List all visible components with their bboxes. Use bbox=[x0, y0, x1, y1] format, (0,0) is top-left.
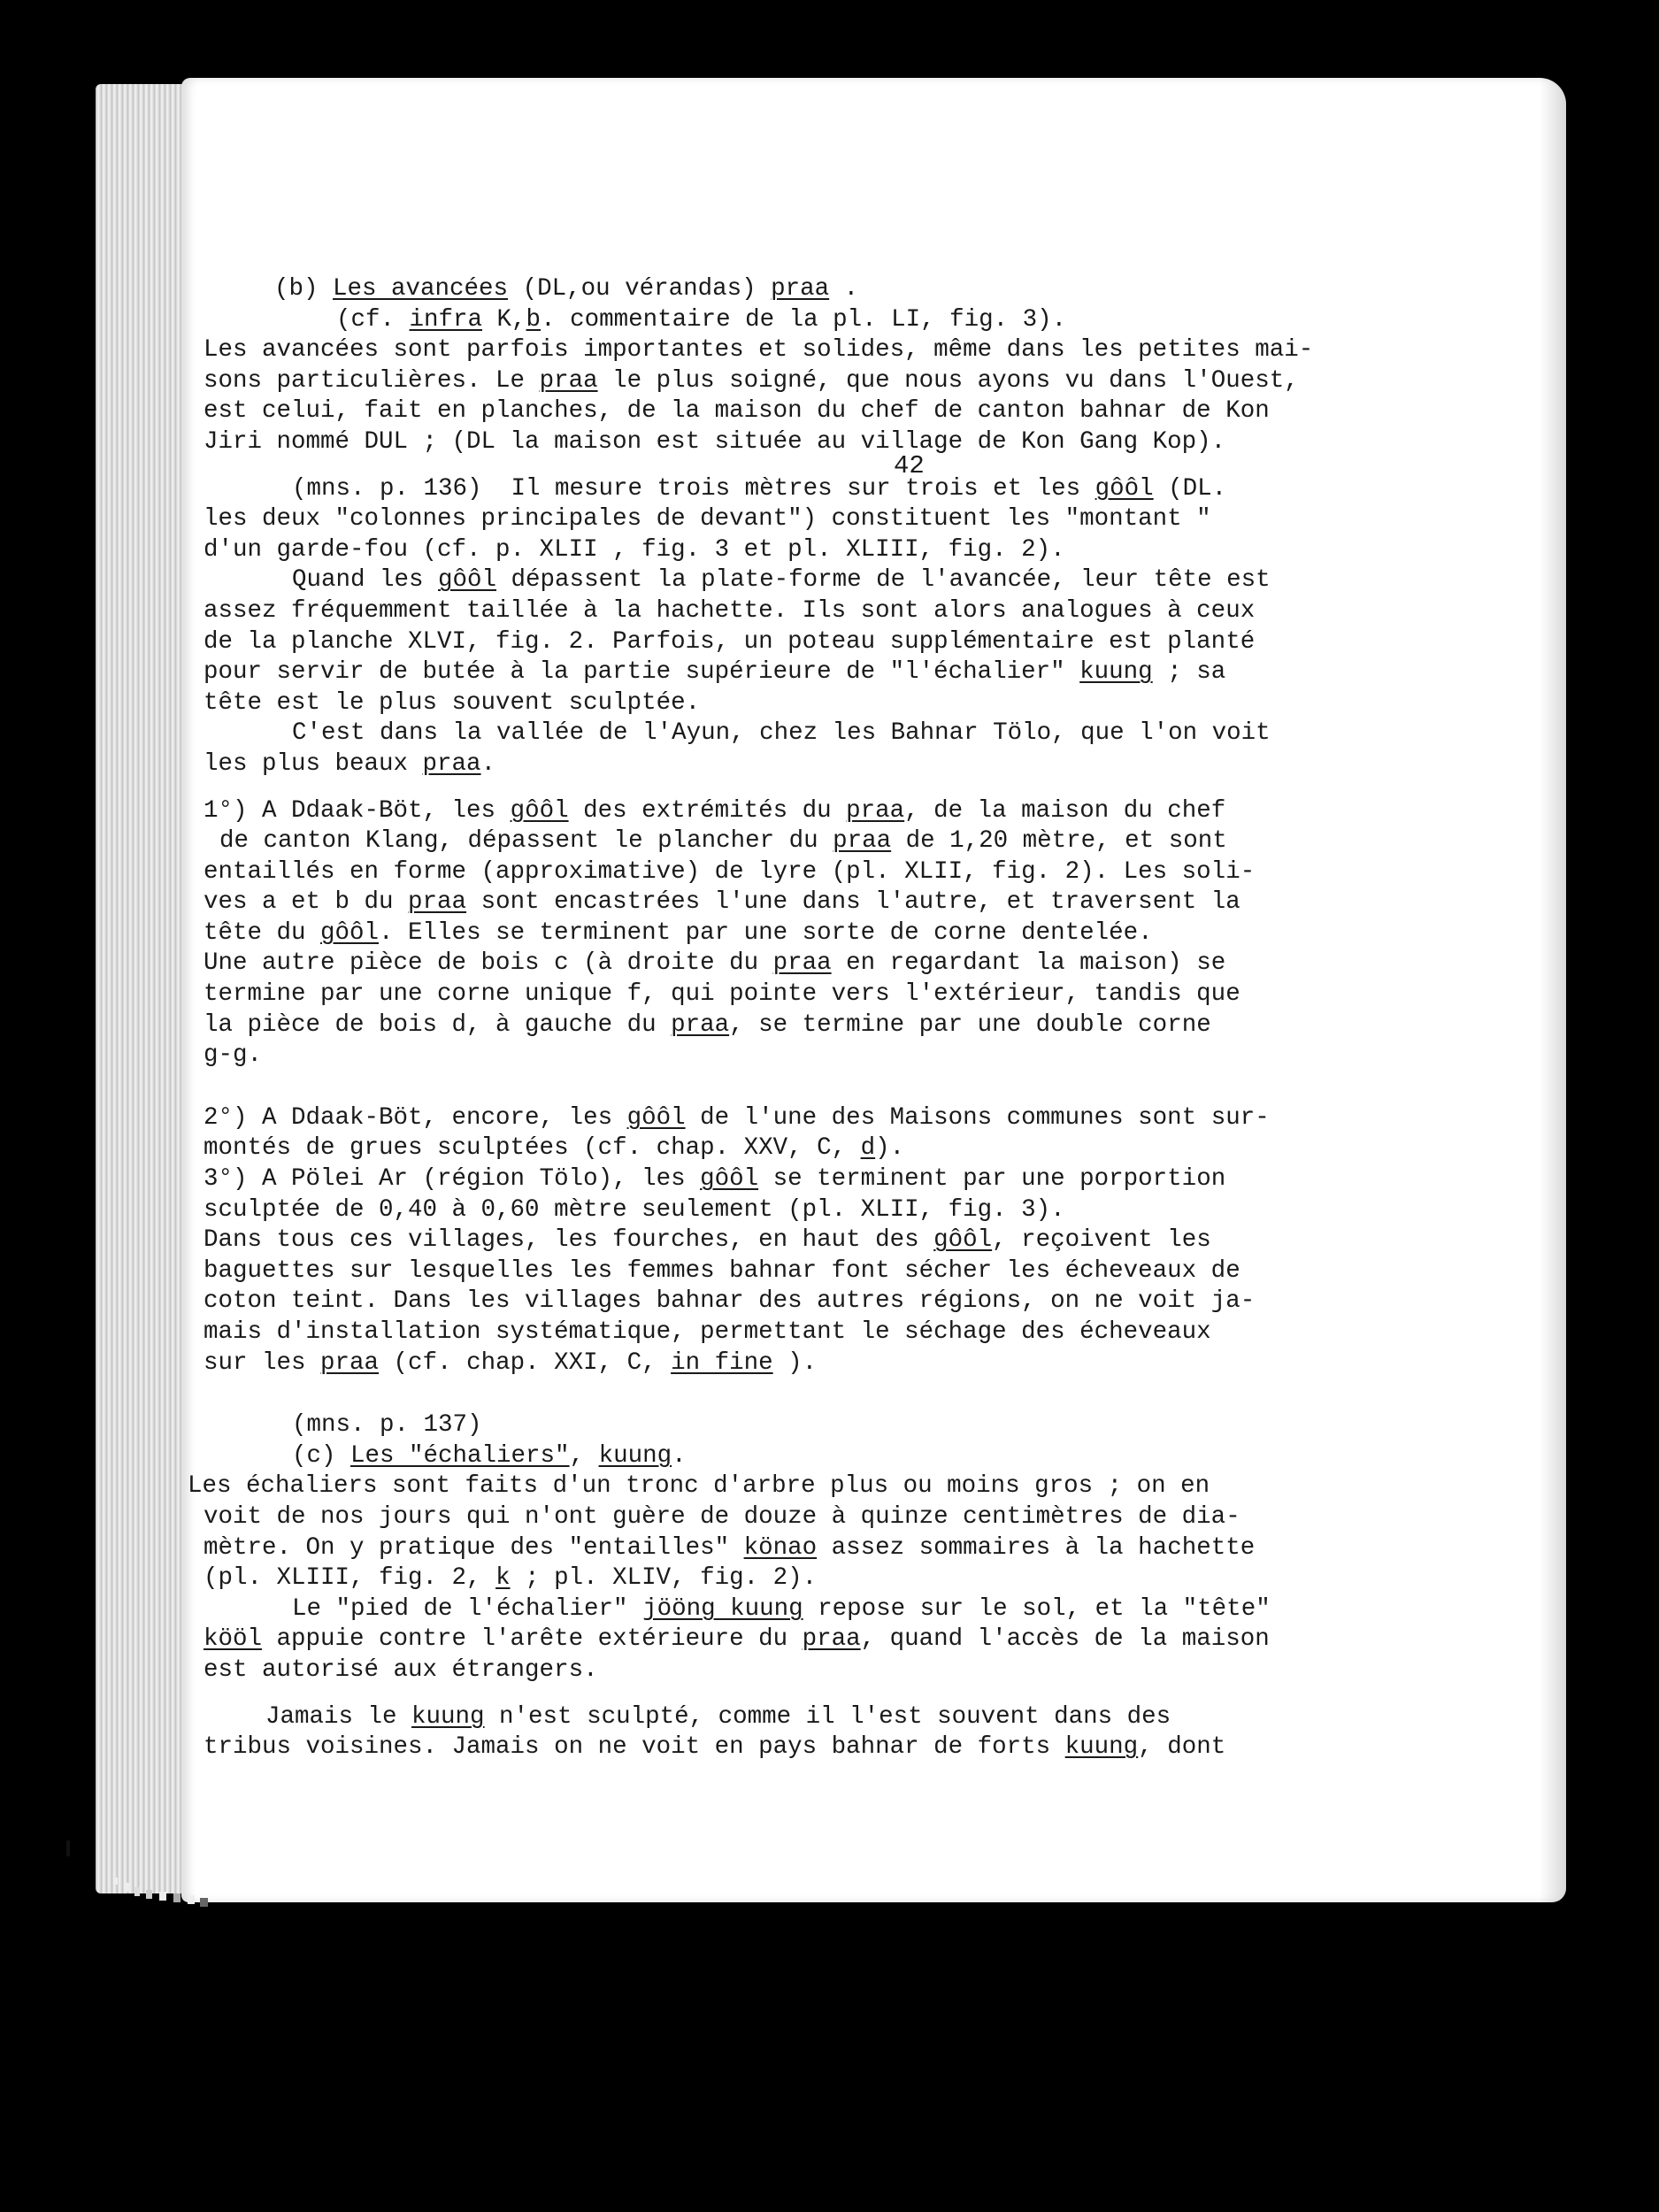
text-line bbox=[188, 1471, 1301, 1502]
text-segment: tribus voisines. Jamais on ne voit en pays bahnar de forts bbox=[204, 1733, 1065, 1762]
text-segment: de la planche XLVI, fig. 2. Parfois, un poteau supplémentaire est planté bbox=[204, 627, 1256, 656]
text-segment: des extrémités du bbox=[568, 796, 847, 825]
text-line bbox=[204, 1195, 1301, 1226]
underlined-term: gôôl bbox=[933, 1226, 993, 1255]
text-segment: C'est dans la vallée de l'Ayun, chez les Bahnar Tölo, que l'on voit bbox=[292, 719, 1271, 748]
text-segment: (mns. p. 136) Il mesure trois mètres sur trois et les bbox=[292, 474, 1095, 503]
text-segment: repose sur le sol, et la "tête" bbox=[803, 1594, 1271, 1623]
text-segment: . bbox=[672, 1441, 687, 1470]
text-segment: en regardant la maison) se bbox=[831, 949, 1226, 978]
edge-mark bbox=[188, 1895, 195, 1904]
underlined-term: jööng kuung bbox=[642, 1594, 803, 1623]
underlined-term: d bbox=[860, 1134, 876, 1163]
text-segment: Jiri nommé DUL ; (DL la maison est située au village de Kon Gang Kop). bbox=[204, 427, 1226, 456]
text-segment: la pièce de bois d, à gauche du bbox=[204, 1010, 672, 1039]
text-segment: , reçoivent les bbox=[992, 1226, 1211, 1255]
text-line bbox=[204, 305, 1301, 336]
underlined-term: b bbox=[526, 305, 541, 334]
text-segment: les plus beaux bbox=[204, 749, 423, 778]
text-line bbox=[204, 1594, 1301, 1625]
underlined-term: praa bbox=[802, 1625, 861, 1654]
text-segment: (cf. bbox=[336, 305, 410, 334]
text-line bbox=[204, 826, 1301, 857]
underlined-term: praa bbox=[320, 1348, 380, 1377]
underlined-term: infra bbox=[409, 305, 483, 334]
underlined-term: Les avancées bbox=[333, 275, 509, 303]
edge-mark bbox=[66, 1840, 70, 1856]
underlined-term: gôôl bbox=[510, 796, 569, 825]
text-line bbox=[204, 1563, 1301, 1594]
text-segment: dépassent la plate-forme de l'avancée, leur tête est bbox=[496, 566, 1271, 595]
underlined-term: gôôl bbox=[320, 918, 380, 947]
text-segment: sont encastrées l'une dans l'autre, et traversent la bbox=[466, 888, 1240, 917]
text-segment: sons particulières. Le bbox=[204, 366, 540, 395]
text-segment: 3°) A Pölei Ar (région Tölo), les bbox=[204, 1165, 701, 1194]
text-line bbox=[204, 1317, 1301, 1348]
text-line bbox=[204, 749, 1301, 780]
underlined-term: praa bbox=[422, 749, 481, 778]
text-segment: Les échaliers sont faits d'un tronc d'arbre plus ou moins gros ; on en bbox=[188, 1472, 1210, 1501]
text-line bbox=[204, 335, 1314, 366]
text-line bbox=[204, 504, 1301, 535]
text-segment: sculptée de 0,40 à 0,60 mètre seulement (pl. XLII, fig. 3). bbox=[204, 1195, 1065, 1224]
underlined-term: kuung bbox=[1079, 658, 1153, 687]
text-segment: Dans tous ces villages, les fourches, en haut des bbox=[204, 1226, 934, 1255]
paragraph-gap bbox=[204, 458, 1301, 474]
text-segment: (DL,ou vérandas) bbox=[508, 275, 772, 303]
edge-mark bbox=[146, 1890, 152, 1899]
text-line bbox=[204, 1502, 1301, 1533]
text-line bbox=[204, 1624, 1301, 1655]
text-segment: , quand l'accès de la maison bbox=[860, 1625, 1270, 1654]
text-line bbox=[204, 474, 1301, 505]
text-line bbox=[204, 887, 1301, 918]
text-segment: (c) bbox=[292, 1441, 351, 1470]
text-segment: ves a et b du bbox=[204, 888, 409, 917]
text-segment: Quand les bbox=[292, 566, 439, 595]
text-segment: assez sommaires à la hachette bbox=[817, 1533, 1256, 1562]
text-segment: voit de nos jours qui n'ont guère de douze à quinze centimètres de dia- bbox=[204, 1502, 1240, 1531]
text-segment: coton teint. Dans les villages bahnar des autres régions, on ne voit ja- bbox=[204, 1287, 1256, 1316]
text-segment: appuie contre l'arête extérieure du bbox=[262, 1625, 803, 1654]
underlined-term: k bbox=[495, 1564, 511, 1593]
text-line bbox=[204, 718, 1301, 749]
underlined-term: praa bbox=[408, 888, 467, 917]
text-segment: le plus soigné, que nous ayons vu dans l'Ouest, bbox=[597, 366, 1299, 395]
text-line bbox=[204, 1164, 1301, 1195]
text-segment: Jamais le bbox=[265, 1702, 412, 1731]
text-line bbox=[204, 657, 1301, 688]
text-segment: entaillés en forme (approximative) de lyre (pl. XLII, fig. 2). Les soli- bbox=[204, 857, 1256, 886]
underlined-term: gôôl bbox=[700, 1165, 759, 1194]
edge-mark bbox=[124, 1883, 129, 1892]
edge-mark bbox=[173, 1893, 180, 1902]
text-segment: de canton Klang, dépassent le plancher du bbox=[219, 827, 833, 856]
text-line bbox=[204, 857, 1301, 888]
paragraph-gap bbox=[204, 1686, 1301, 1702]
text-segment: . bbox=[480, 749, 496, 778]
text-segment: sur les bbox=[204, 1348, 321, 1377]
underlined-term: kööl bbox=[204, 1625, 263, 1654]
text-segment: Les avancées sont parfois importantes et solides, même dans les petites mai- bbox=[204, 336, 1314, 365]
edge-mark bbox=[113, 1878, 118, 1885]
paragraph-gap bbox=[204, 1087, 1301, 1103]
text-line bbox=[204, 688, 1301, 719]
text-segment: g-g. bbox=[204, 1041, 263, 1070]
text-segment: baguettes sur lesquelles les femmes bahnar font sécher les écheveaux de bbox=[204, 1256, 1240, 1285]
text-line bbox=[204, 1041, 1301, 1071]
text-segment: pour servir de butée à la partie supérieure de "l'échalier" bbox=[204, 658, 1080, 687]
text-line bbox=[204, 796, 1301, 827]
text-line bbox=[204, 627, 1301, 658]
underlined-term: gôôl bbox=[438, 566, 497, 595]
text-line bbox=[204, 1225, 1301, 1256]
text-segment: 2°) A Ddaak-Böt, encore, les bbox=[204, 1103, 627, 1132]
text-segment: 1°) A Ddaak-Böt, les bbox=[204, 796, 511, 825]
underlined-term: praa bbox=[833, 827, 892, 856]
underlined-term: praa bbox=[539, 366, 598, 395]
text-segment: se terminent par une porportion bbox=[758, 1165, 1226, 1194]
text-line bbox=[204, 949, 1301, 979]
underlined-term: könao bbox=[743, 1533, 818, 1562]
text-segment: , bbox=[569, 1441, 599, 1470]
text-segment: (pl. XLIII, fig. 2, bbox=[204, 1564, 496, 1593]
text-segment: les deux "colonnes principales de devant") constituent les "montant " bbox=[204, 505, 1211, 534]
text-line bbox=[204, 396, 1301, 427]
underlined-term: gôôl bbox=[626, 1103, 686, 1132]
paragraph-gap bbox=[204, 1394, 1301, 1410]
text-segment: est celui, fait en planches, de la maison du chef de canton bahnar de Kon bbox=[204, 397, 1270, 426]
underlined-term: praa bbox=[771, 275, 830, 303]
text-segment: montés de grues sculptées (cf. chap. XXV, C, bbox=[204, 1134, 861, 1163]
text-line bbox=[204, 274, 1301, 305]
text-segment: , se termine par une double corne bbox=[729, 1010, 1211, 1039]
text-line bbox=[204, 1256, 1301, 1287]
text-line bbox=[204, 1410, 1301, 1441]
underlined-term: Les "échaliers" bbox=[350, 1441, 570, 1470]
text-segment: . commentaire de la pl. LI, fig. 3). bbox=[541, 305, 1067, 334]
text-segment: (mns. p. 137) bbox=[292, 1411, 482, 1440]
text-line bbox=[204, 1702, 1301, 1733]
text-segment: tête est le plus souvent sculptée. bbox=[204, 688, 701, 717]
text-segment: d'un garde-fou (cf. p. XLII , fig. 3 et pl. XLIII, fig. 2). bbox=[204, 535, 1065, 564]
underlined-term: kuung bbox=[411, 1702, 485, 1731]
underlined-term: gôôl bbox=[1094, 474, 1154, 503]
text-line bbox=[204, 1103, 1301, 1134]
text-segment: K, bbox=[482, 305, 526, 334]
paragraph-gap bbox=[204, 1071, 1301, 1087]
text-segment: est autorisé aux étrangers. bbox=[204, 1655, 598, 1684]
text-segment: . bbox=[829, 275, 859, 303]
underlined-term: in fine bbox=[671, 1348, 773, 1377]
text-line bbox=[204, 366, 1301, 397]
text-segment: , dont bbox=[1138, 1733, 1226, 1762]
text-segment: mais d'installation systématique, permettant le séchage des écheveaux bbox=[204, 1318, 1211, 1346]
text-segment: de 1,20 mètre, et sont bbox=[891, 827, 1227, 856]
underlined-term: praa bbox=[846, 796, 905, 825]
text-line bbox=[204, 1441, 1301, 1472]
text-line bbox=[204, 1133, 1301, 1164]
text-segment: assez fréquemment taillée à la hachette. Ils sont alors analogues à ceux bbox=[204, 596, 1256, 625]
underlined-term: praa bbox=[671, 1010, 730, 1039]
text-line bbox=[204, 1010, 1301, 1041]
text-line bbox=[204, 979, 1301, 1010]
text-line bbox=[204, 427, 1301, 458]
underlined-term: kuung bbox=[1064, 1733, 1139, 1762]
text-segment: . Elles se terminent par une sorte de corne dentelée. bbox=[379, 918, 1153, 947]
text-line bbox=[204, 1286, 1301, 1317]
body-lines bbox=[188, 274, 1314, 1763]
page-number: 42 bbox=[894, 451, 925, 480]
text-line bbox=[204, 1348, 1301, 1379]
text-line bbox=[204, 1655, 1301, 1686]
text-segment: tête du bbox=[204, 918, 321, 947]
paragraph-gap bbox=[204, 780, 1301, 796]
text-line bbox=[204, 1533, 1301, 1564]
text-line bbox=[204, 1732, 1301, 1763]
text-segment: mètre. On y pratique des "entailles" bbox=[204, 1533, 744, 1562]
text-segment: de l'une des Maisons communes sont sur- bbox=[685, 1103, 1270, 1132]
text-segment: Le "pied de l'échalier" bbox=[292, 1594, 643, 1623]
text-segment: ). bbox=[875, 1134, 905, 1163]
paragraph-gap bbox=[204, 1379, 1301, 1394]
text-segment: (cf. chap. XXI, C, bbox=[379, 1348, 672, 1377]
text-segment: n'est sculpté, comme il l'est souvent dans des bbox=[484, 1702, 1171, 1731]
text-segment: termine par une corne unique f, qui pointe vers l'extérieur, tandis que bbox=[204, 980, 1240, 1009]
edge-mark bbox=[159, 1892, 166, 1901]
underlined-term: kuung bbox=[598, 1441, 672, 1470]
text-segment: (DL. bbox=[1153, 474, 1227, 503]
text-line bbox=[204, 596, 1301, 627]
text-line bbox=[204, 918, 1301, 949]
text-line bbox=[204, 535, 1301, 566]
text-segment: , de la maison du chef bbox=[904, 796, 1226, 825]
text-segment: ). bbox=[772, 1348, 818, 1377]
text-segment: ; pl. XLIV, fig. 2). bbox=[510, 1564, 818, 1593]
edge-mark bbox=[134, 1887, 140, 1896]
text-segment: Une autre pièce de bois c (à droite du bbox=[204, 949, 773, 978]
text-segment: (b) bbox=[274, 275, 334, 303]
text-line bbox=[204, 565, 1301, 596]
text-segment: ; sa bbox=[1152, 658, 1226, 687]
underlined-term: praa bbox=[772, 949, 832, 978]
edge-mark bbox=[200, 1898, 208, 1907]
